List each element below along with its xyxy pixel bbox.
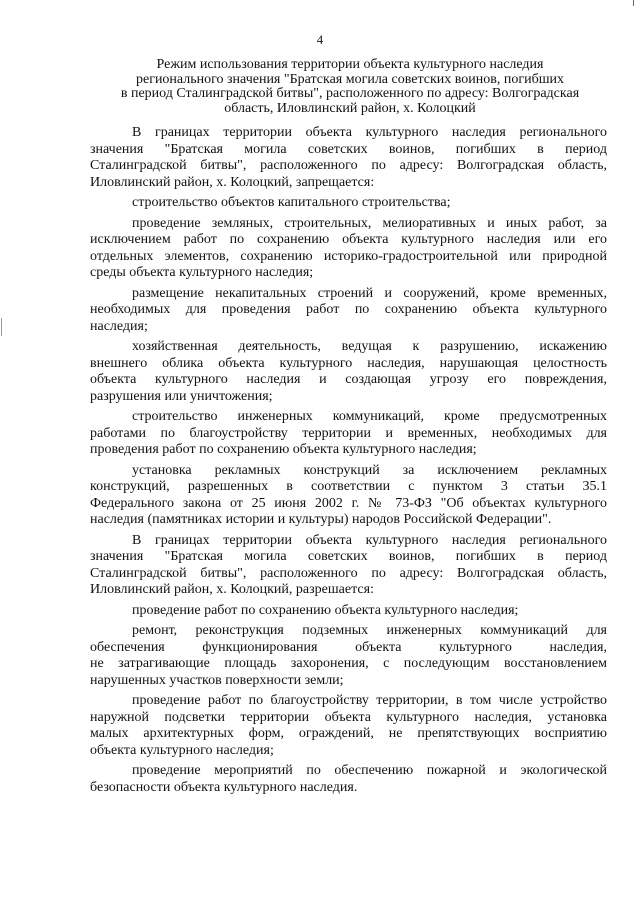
text-line: исключением работ по сохранению объекта культурного наследия или его [90,232,607,247]
text-line: Федерального закона от 25 июня 2002 г. № 73-ФЗ "Об объектах культурного [90,495,607,511]
text-line: наследия (памятниках истории и культуры) народов Российской Федерации". [90,512,552,527]
text-line: Иловлинский район, х. Колоцкий, запрещается: [90,174,375,190]
paragraph [90,339,607,405]
document-body [90,125,607,796]
text-line: строительство объектов капитального строительства; [132,195,451,210]
text-line: объекта культурного наследия и создающая угрозу его повреждения, [90,372,607,387]
paragraph [90,409,607,459]
text-line: строительство инженерных коммуникаций, кроме предусмотренных [132,409,607,424]
text-line: нарушенных участков поверхности земли; [90,672,344,688]
paragraph [90,286,607,336]
text-line: размещение некапитальных строений и сооружений, кроме временных, [132,285,607,301]
text-line: В границах территории объекта культурного наследия регионального [132,125,607,140]
paragraph [90,603,607,620]
paragraph [90,216,607,282]
text-line: проведение земляных, строительных, мелиоративных и иных работ, за [132,215,607,231]
text-line: значения "Братская могила советских воинов, погибших в период [90,141,607,157]
text-line: проведения работ по сохранению объекта культурного наследия; [90,442,477,457]
heading-line: регионального значения "Братская могила советских воинов, погибших [135,71,565,87]
text-line: внешнего облика объекта культурного наследия, нарушающая целостность [90,355,607,371]
text-line: В границах территории объекта культурного наследия регионального [132,532,607,548]
text-line: проведение работ по сохранению объекта культурного наследия; [132,602,519,618]
text-line: среды объекта культурного наследия; [90,265,314,280]
text-line: проведение мероприятий по обеспечению пожарной и экологической [132,763,607,778]
text-line: Сталинградской битвы", расположенного по адресу: Волгоградская область, [90,565,607,581]
paragraph [90,693,607,759]
page-number: 4 [316,33,324,47]
text-line: проведение работ по благоустройству территории, в том числе устройство [132,693,607,708]
scan-corner-mark [633,0,634,6]
text-line: Сталинградской битвы", расположенного по адресу: Волгоградская область, [90,158,607,173]
heading-line: в период Сталинградской битвы", расположенного по адресу: Волгоградская [120,86,580,102]
paragraph [90,623,607,689]
text-line: хозяйственная деятельность, ведущая к разрушению, искажению [132,339,607,354]
paragraph [90,763,607,796]
text-line: необходимых для проведения работ по сохранению объекта культурного [90,302,607,317]
scan-margin-mark [1,318,2,336]
heading-line: область, Иловлинский район, х. Колоцкий [224,100,476,116]
text-line: разрушения или уничтожения; [90,388,273,404]
text-line: конструкций, разрешенных в соответствии с пунктом 3 статьи 35.1 [90,479,607,494]
paragraph [90,125,607,191]
document-heading [90,58,610,116]
text-line: не затрагивающие площадь захоронения, с последующим восстановлением [90,656,607,671]
text-line: работами по благоустройству территории и временных, необходимых для [90,425,607,441]
text-line: Иловлинский район, х. Колоцкий, разрешается: [90,582,374,597]
heading-line: Режим использования территории объекта культурного наследия [156,57,544,72]
paragraph [90,533,607,599]
text-line: безопасности объекта культурного наследия. [90,779,358,795]
text-line: малых архитектурных форм, ограждений, не препятствующих восприятию [90,726,607,741]
text-line: обеспечения функционирования объекта культурного наследия, [90,639,607,655]
paragraph [90,195,607,212]
text-line: объекта культурного наследия; [90,742,274,758]
text-line: значения "Братская могила советских воинов, погибших в период [90,549,607,564]
paragraph [90,463,607,529]
text-line: установка рекламных конструкций за исключением рекламных [132,462,607,478]
text-line: наследия; [90,318,148,334]
text-line: отдельных элементов, сохранению историко-градостроительной или природной [90,248,607,264]
text-line: ремонт, реконструкция подземных инженерных коммуникаций для [132,623,607,638]
text-line: наружной подсветки территории объекта культурного наследия, установка [90,709,607,725]
